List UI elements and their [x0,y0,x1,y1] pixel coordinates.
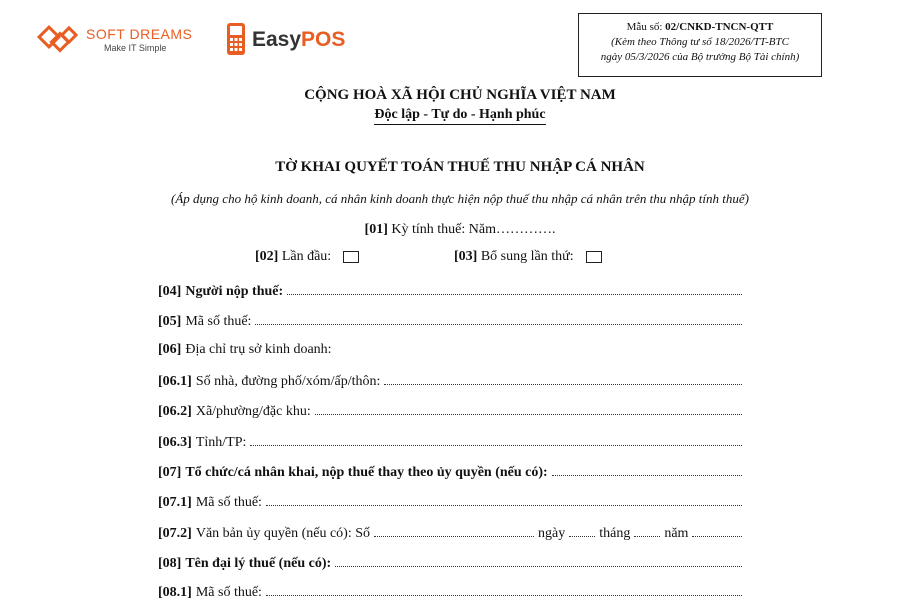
supplement-checkbox[interactable] [586,251,602,263]
country-heading: CỘNG HOÀ XÃ HỘI CHỦ NGHĨA VIỆT NAM [304,87,616,103]
fill-line[interactable] [266,583,742,596]
motto-heading [0,107,900,123]
circular-reference: (Kèm theo Thông tư số 18/2026/TT-BTC [611,36,789,48]
tax-agent-code-field[interactable] [158,583,742,601]
tax-code-field[interactable] [158,312,742,330]
fill-line[interactable] [315,402,742,415]
declaration-type-row [255,249,755,265]
fill-line[interactable] [552,463,742,476]
easypos-name [252,28,345,52]
supplement-label: Bổ sung lần thứ: [477,249,574,264]
fill-line[interactable] [384,372,742,385]
year-line[interactable] [692,524,742,537]
softdreams-name: SOFT DREAMS [86,26,193,42]
province-field[interactable] [158,433,742,451]
circular-date: ngày 05/3/2026 của Bộ trưởng Bộ Tài chính) [600,51,800,63]
authorized-tax-code-field[interactable] [158,493,742,511]
month-label: tháng [599,526,631,541]
form-number-code: 02/CNKD-TNCN-QTT [665,21,774,33]
softdreams-mark-icon [36,24,82,56]
field-label: Văn bản ủy quyền (nếu có): Số [195,526,371,541]
day-line[interactable] [569,524,595,537]
day-label: ngày [538,526,566,541]
field-label: Tỉnh/TP: [195,435,247,450]
field-label: Mã số thuế: [195,495,262,510]
form-number-box [578,13,822,77]
first-time-code: [02] [255,249,279,264]
authorized-party-field[interactable] [158,463,742,481]
fill-line[interactable] [266,493,742,506]
field-code: [07] [158,465,182,480]
field-label: Địa chỉ trụ sở kinh doanh: [185,342,332,357]
softdreams-logo [36,20,206,60]
form-subtitle: (Áp dụng cho hộ kinh doanh, cá nhân kinh doanh thực hiện nộp thuế thu nhập cá nhân trên thu nhập tính thuế) [171,191,749,206]
form-title: TỜ KHAI QUYẾT TOÁN THUẾ THU NHẬP CÁ NHÂN [275,159,645,175]
supplement-code: [03] [454,249,478,264]
easypos-name-easy: Easy [252,28,302,51]
field-code: [05] [158,314,182,329]
form-number-line [579,20,821,35]
authorization-document-field[interactable] [158,524,742,542]
form-number-label: Mẫu số: [626,21,666,33]
field-label: Số nhà, đường phố/xóm/ấp/thôn: [195,374,381,389]
business-address-heading [158,342,742,360]
field-code: [06] [158,342,182,357]
first-time-option [255,249,359,264]
tax-period-label: Kỳ tính thuế: Năm…………. [387,222,556,237]
field-code: [08.1] [158,585,192,600]
first-time-label: Lần đầu: [278,249,332,264]
first-time-checkbox[interactable] [343,251,359,263]
field-label: Tổ chức/cá nhân khai, nộp thuế thay theo ủy quyền (nếu có): [185,465,548,480]
field-code: [04] [158,284,182,299]
field-code: [06.2] [158,404,192,419]
street-field[interactable] [158,372,742,390]
field-code: [06.3] [158,435,192,450]
fill-line[interactable] [250,433,742,446]
field-code: [06.1] [158,374,192,389]
field-label: Xã/phường/đặc khu: [195,404,311,419]
fill-line[interactable] [335,554,742,567]
field-label: Mã số thuế: [185,314,252,329]
tax-period-row[interactable] [0,222,900,238]
easypos-logo [224,20,364,60]
field-code: [07.1] [158,495,192,510]
taxpayer-field[interactable] [158,282,742,300]
year-label: năm [664,526,689,541]
pos-terminal-icon [224,22,248,56]
document-number-line[interactable] [374,524,534,537]
fill-line[interactable] [255,312,742,325]
month-line[interactable] [634,524,660,537]
softdreams-tagline: Make IT Simple [104,43,167,53]
supplement-option [454,249,602,265]
field-label: Người nộp thuế: [185,284,284,299]
field-label: Mã số thuế: [195,585,262,600]
tax-period-code: [01] [364,222,388,237]
easypos-name-pos: POS [301,28,346,51]
fill-line[interactable] [287,282,742,295]
ward-field[interactable] [158,402,742,420]
motto-text: Độc lập - Tự do - Hạnh phúc [374,107,545,125]
field-label: Tên đại lý thuế (nếu có): [185,556,332,571]
field-code: [07.2] [158,526,192,541]
tax-agent-field[interactable] [158,554,742,572]
field-code: [08] [158,556,182,571]
